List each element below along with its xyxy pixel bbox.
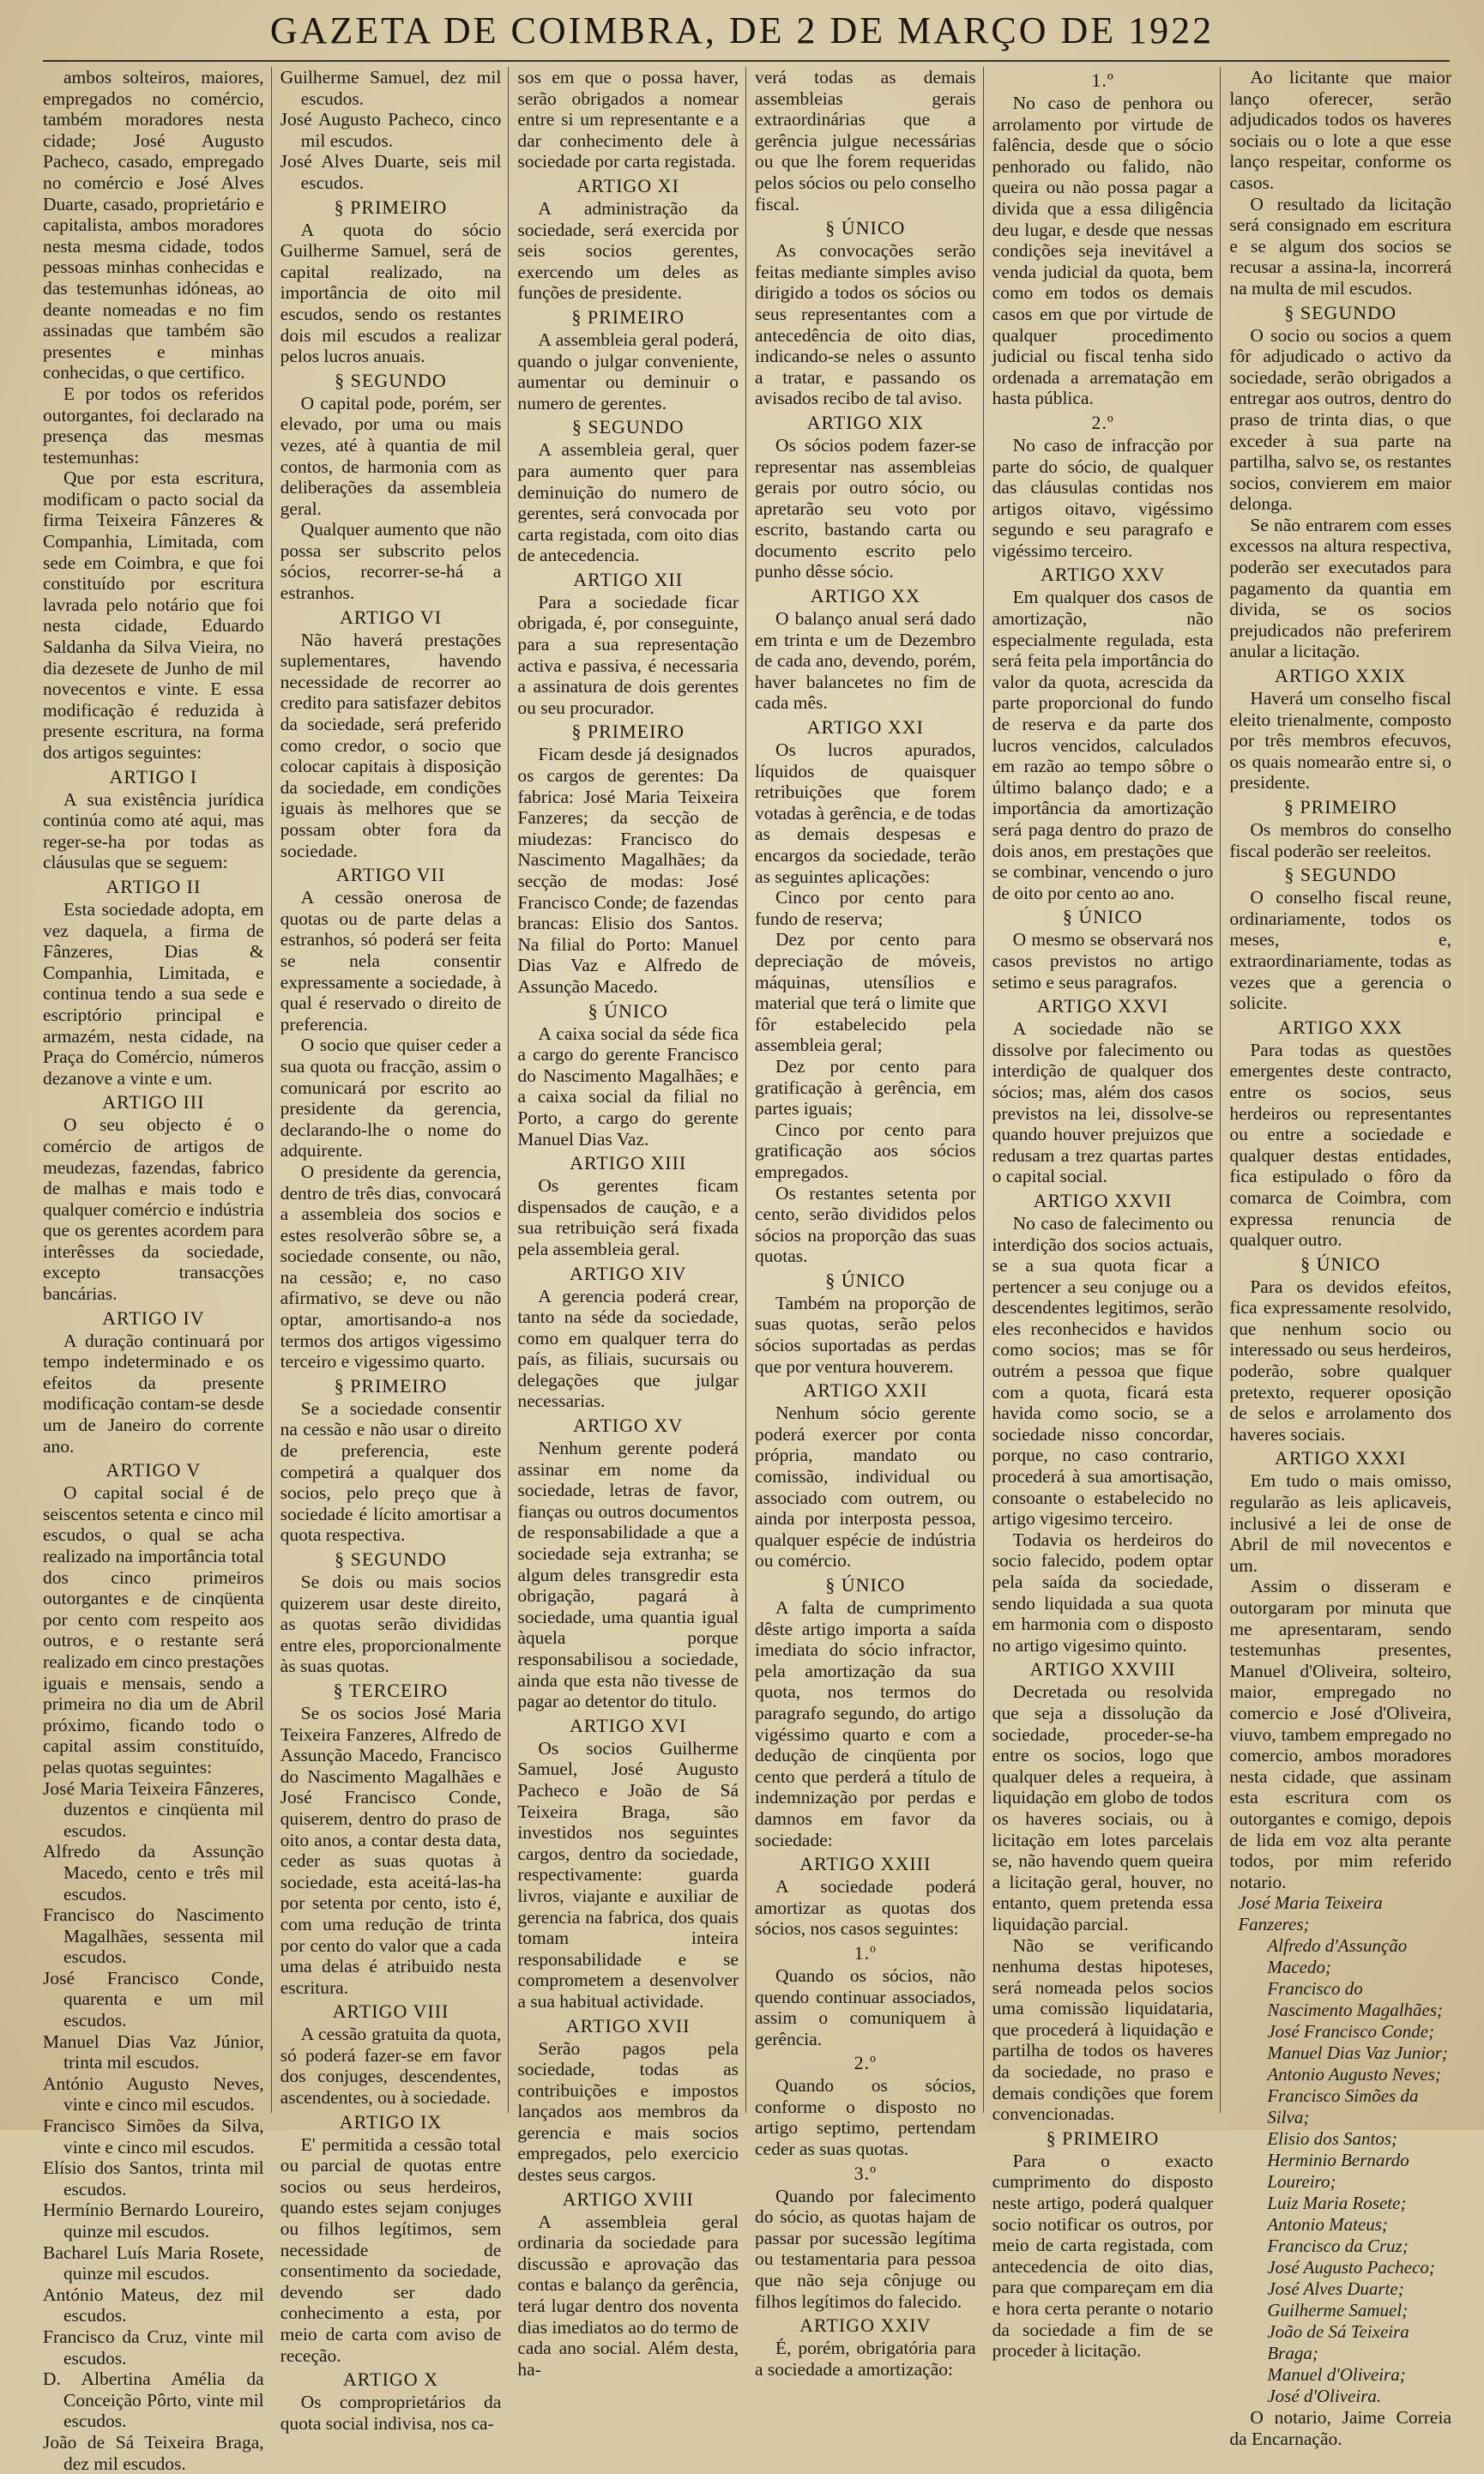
article-heading: ARTIGO XXVI [1036, 995, 1169, 1017]
paragraph: A sua existência jurídica continúa como até aqui, mas reger-se-ha por todas as cláusulas que se seguem: [43, 788, 264, 873]
signature-line: José Francisco Conde; [1267, 2021, 1435, 2043]
paragraph: Os membros do conselho fiscal poderão ser reeleitos. [1229, 819, 1451, 861]
signature-line: Alfredo d'Assunção Macedo; [1267, 1935, 1408, 1978]
signature-line: Manuel d'Oliveira; [1267, 2364, 1406, 2386]
article-heading: ARTIGO XXXI [1275, 1447, 1407, 1469]
article-heading: § PRIMEIRO [571, 305, 685, 328]
article-heading: § PRIMEIRO [334, 1374, 448, 1397]
article-heading: § ÚNICO [588, 999, 668, 1022]
paragraph: A cessão onerosa de quotas ou de parte delas a estranhos, só poderá ser feita se nela consentir expressamente a sociedade, à qual é reservado o direito de preferencia. [280, 887, 502, 1035]
signature-line: João de Sá Teixeira Braga; [1267, 2321, 1409, 2364]
signature-line: José Alves Duarte; [1267, 2278, 1404, 2300]
article-heading: 1.º [1091, 69, 1114, 91]
signature-line: Francisco Simões da Silva; [1267, 2085, 1419, 2128]
article-heading: § SEGUNDO [335, 1548, 447, 1570]
signature-line: Francisco da Cruz; [1267, 2236, 1409, 2257]
paragraph: O presidente da gerencia, dentro de três dias, convocará a assembleia dos socios e estes resolverão sôbre se, a sociedade consente, ou não, na cessão; e, no caso afirmativo, se deve ou não optar, amortisando-a nos termos dos artigos vigessimo terceiro e vigessimo quarto. [280, 1161, 502, 1373]
paragraph: A assembleia geral, quer para aumento quer para deminuição do numero de gerentes, será convocada por carta registada, com oito dias de antecedencia. [517, 439, 739, 566]
signature-line: Antonio Mateus; [1267, 2214, 1388, 2236]
article-heading: ARTIGO III [102, 1091, 205, 1113]
article-heading: § SEGUNDO [335, 369, 447, 391]
article-heading: 3.º [854, 2162, 877, 2184]
paragraph: Quando os sócios, não quendo continuar associados, assim o comuniquem à gerência. [754, 1964, 976, 2049]
article-heading: ARTIGO IV [102, 1306, 205, 1329]
article-heading: ARTIGO X [342, 2368, 439, 2391]
paragraph: Para os devidos efeitos, fica expressamente resolvido, que nenhum socio ou interessado ou seus herdeiros, poderão, sobre qualquer pretexto, requerer oposição de selos e arrolamento dos haveres sociais. [1229, 1276, 1451, 1445]
article-heading: § ÚNICO [1300, 1252, 1381, 1275]
paragraph: A assembleia geral ordinaria da sociedade para discussão e aprovação das contas e balanço da gerência, terá lugar dentro dos noventa dias imediatos ao do termo de cada ano social. Além desta, ha- [517, 2211, 739, 2380]
article-heading: ARTIGO XIV [569, 1262, 687, 1284]
article-heading: ARTIGO XXIV [799, 2314, 932, 2337]
paragraph: A falta de cumprimento dêste artigo importa a saída imediata do sócio infractor, pela amortização da sua quota, nos termos do paragrafo segundo, do artigo vigéssimo quarto e com a dedução de cinqüenta por cento que perderá a título de indemnização por perdas e damnos em favor da sociedade: [754, 1597, 976, 1850]
paragraph: Em tudo o mais omisso, regularão as leis aplicaveis, inclusivé a lei de onse de Abril de mil novecentos e um. [1229, 1470, 1451, 1576]
article-heading: ARTIGO XVII [565, 2014, 691, 2037]
paragraph: Se os socios José Maria Teixeira Fanzeres, Alfredo de Assunção Macedo, Francisco do Nascimento Magalhães e José Francisco Conde, quiserem, dentro do praso de oito anos, a contar desta data, ceder as suas quotas à sociedade, esta aceitá-las-ha por setenta por cento, isto é, com uma redução de trinta por cento do valor que a cada uma delas é atribuido nesta escritura. [280, 1702, 502, 1998]
paragraph: Se a sociedade consentir na cessão e não usar o direito de preferencia, este competirá a qualquer dos socios, pelo preço que à sociedade é lícito amortisar a quota respectiva. [280, 1397, 502, 1546]
article-heading: ARTIGO XXII [803, 1379, 928, 1402]
paragraph: O mesmo se observará nos casos previstos no artigo setimo e seus paragrafos. [992, 929, 1214, 993]
paragraph: Os restantes setenta por cento, serão divididos pelos sócios na proporção das suas quotas. [754, 1182, 976, 1267]
paragraph: Os gerentes ficam dispensados de caução, e a sua retribuição será fixada pela assembleia geral. [517, 1175, 739, 1259]
paragraph: Se não entrarem com esses excessos na altura respectiva, poderão ser executados para pagamento da quantia em divida, se os socios prejudicados não preferirem anular a licitação. [1229, 514, 1451, 662]
article-heading: ARTIGO XIII [570, 1152, 687, 1174]
article-heading: § TERCEIRO [333, 1679, 449, 1701]
article-heading: § SEGUNDO [571, 416, 685, 438]
article-heading: § ÚNICO [1062, 906, 1143, 928]
paragraph: sos em que o possa haver, serão obrigados a nomear entre si um representante e a dar conhecimento dele à sociedade por carta registada. [517, 67, 739, 172]
paragraph: Para a sociedade ficar obrigada, é, por conseguinte, para a sua representação activa e passiva, é necessaria a assinatura de dois gerentes ou seu procurador. [517, 591, 739, 718]
paragraph: Nenhum gerente poderá assinar em nome da sociedade, letras de favor, fianças ou outros documentos de responsabilidade a que a sociedade seja extranha; se algum deles transgredir esta obrigação, pagará à sociedade, uma quantia igual àquela porque responsabilisou a sociedade, ainda que esta não tivesse de pagar ao detentor do titulo. [517, 1438, 739, 1712]
article-heading: ARTIGO XV [573, 1415, 684, 1437]
column-3 [509, 67, 746, 2380]
article-heading: ARTIGO VI [339, 606, 443, 628]
paragraph: No caso de infracção por parte do sócio, de qualquer das cláusulas contidas nos artigos oitavo, vigéssimo segundo e seu paragrafo e vigéssimo terceiro. [992, 434, 1214, 561]
masthead: GAZETA DE COIMBRA, DE 2 DE MARÇO DE 1922 [269, 9, 1215, 51]
paragraph: Os sócios podem fazer-se representar nas assembleias gerais por outro sócio, ou apretarão seu voto por escrito, bastando carta ou documento escrito pelo punho dêsse sócio. [754, 434, 976, 582]
paragraph: Se dois ou mais socios quizerem usar deste direito, as quotas serão divididas entre eles, proporcionalmente às suas quotas. [280, 1572, 502, 1677]
article-heading: 1.º [854, 1941, 877, 1964]
paragraph: Quando por falecimento do sócio, as quotas hajam de passar por sucessão legítima ou testamentaria para pessoa que não seja cônjuge ou filhos legítimos do falecido. [754, 2185, 976, 2312]
quota-list-item: Bacharel Luís Maria Rosete, quinze mil escudos. [43, 2242, 264, 2284]
paragraph: Cinco por cento para fundo de reserva; [754, 887, 976, 929]
article-heading: ARTIGO XVI [569, 1714, 687, 1736]
quota-list-item: José Francisco Conde, quarenta e um mil escudos. [43, 1967, 264, 2031]
quota-list-item: Guilherme Samuel, dez mil escudos. [280, 67, 502, 109]
paragraph: A gerencia poderá crear, tanto na séde da sociedade, como em qualquer terra do país, as filiais, sucursais ou delegações que julgar necessarias. [517, 1285, 739, 1412]
paragraph: Os socios Guilherme Samuel, José Augusto Pacheco e João de Sá Teixeira Braga, são investidos nos seguintes cargos, dentro da sociedade, respectivamente: guarda livros, viajante e auxiliar de gerencia na fabrica, dos quais tomam inteira responsabilidade e se comprometem a desenvolver a sua habitual actividade. [517, 1737, 739, 2012]
paragraph: As convocações serão feitas mediante simples aviso dirigido a todos os sócios ou seus representantes com a antecedência de oito dias, indicando-se neles o assunto a tratar, e passando os avisados recibo de tal aviso. [754, 240, 976, 409]
article-heading: ARTIGO XIX [806, 411, 925, 433]
article-heading: ARTIGO VII [335, 864, 446, 886]
paragraph: Os lucros apurados, líquidos de quaisquer retribuições que forem votadas à gerência, e de todas as demais despesas e encargos da sociedade, terão as seguintes aplicações: [754, 739, 976, 887]
article-heading: ARTIGO IX [339, 2110, 443, 2133]
article-heading: § PRIMEIRO [334, 196, 448, 218]
article-heading: ARTIGO XXX [1278, 1016, 1403, 1038]
article-heading: ARTIGO XXIII [799, 1853, 932, 1875]
quota-list-item: António Augusto Neves, vinte e cinco mil escudos. [43, 2073, 264, 2115]
paragraph: A administração da sociedade, será exercida por seis socios gerentes, exercendo um deles as funções de presidente. [517, 197, 739, 304]
article-heading: 2.º [1091, 411, 1114, 433]
paragraph: Assim o disseram e outorgaram por minuta que me apresentaram, sendo testemunhas presentes, Manuel d'Oliveira, solteiro, maior, empregado no comercio e José d'Oliveira, viuvo, tambem empregado no comercio, ambos moradores nesta cidade, que assinam esta escritura com os outorgantes e comigo, depois de lida em voz alta perante todos, por mim referido notario. [1229, 1576, 1451, 1892]
signature-line: Guilherme Samuel; [1267, 2300, 1409, 2321]
quota-list-item: José Alves Duarte, seis mil escudos. [280, 151, 502, 193]
column-5 [984, 67, 1222, 2362]
quota-list-item: Francisco da Cruz, vinte mil escudos. [43, 2326, 264, 2368]
article-heading: § SEGUNDO [1284, 301, 1397, 323]
article-heading: ARTIGO I [109, 765, 198, 787]
paragraph: Os comproprietários da quota social indivisa, nos ca- [280, 2392, 502, 2434]
signature-line: Herminio Bernardo Loureiro; [1267, 2150, 1409, 2193]
signature-line: José Augusto Pacheco; [1267, 2257, 1435, 2278]
signature-line: Manuel Dias Vaz Junior; [1267, 2043, 1448, 2064]
paragraph: Qualquer aumento que não possa ser subscrito pelos sócios, recorrer-se-há a estranhos. [280, 519, 502, 604]
paragraph: A sociedade poderá amortizar as quotas dos sócios, nos casos seguintes: [754, 1876, 976, 1940]
column-2 [272, 67, 510, 2434]
article-heading: ARTIGO XII [573, 568, 684, 590]
paragraph: Todavia os herdeiros do socio falecido, podem optar pela saída da sociedade, sendo liquidada a sua quota em harmonia com o disposto no artigo vigesimo quinto. [992, 1529, 1214, 1656]
paragraph: O balanço anual será dado em trinta e um de Dezembro de cada ano, devendo, porém, haver balancetes no fim de cada mês. [754, 608, 976, 714]
article-heading: ARTIGO XXVIII [1029, 1658, 1176, 1681]
quota-list-item: João de Sá Teixeira Braga, dez mil escudos. [43, 2431, 264, 2474]
column-1 [34, 67, 272, 2474]
paragraph: A duração continuará por tempo indeterminado e os efeitos da presente modificação contam-se desde um de Janeiro do corrente ano. [43, 1330, 264, 1457]
quota-list-item: Manuel Dias Vaz Júnior, trinta mil escudos. [43, 2030, 264, 2073]
paragraph: A caixa social da séde fica a cargo do gerente Francisco do Nascimento Magalhães; e a caixa social da filial no Porto, a cargo do gerente Manuel Dias Vaz. [517, 1023, 739, 1150]
column-6 [1221, 67, 1458, 2449]
paragraph: Ficam desde já designados os cargos de gerentes: Da fabrica: José Maria Teixeira Fanzeres; da secção de miudezas: Francisco do Nascimento Magalhães; da secção de modas: José Francisco Conde; de fazendas brancas: Elisio dos Santos. Na filial do Porto: Manuel Dias Vaz e Alfredo de Assunção Macedo. [517, 744, 739, 997]
paragraph: Não haverá prestações suplementares, havendo necessidade de recorrer ao credito para satisfazer debitos da sociedade, será preferido como credor, o socio que colocar capitais à disposição da sociedade, em condições iguais às melhores que se possam obter fora da sociedade. [280, 629, 502, 861]
quota-list-item: Hermínio Bernardo Loureiro, quinze mil escudos. [43, 2199, 264, 2242]
article-heading: § PRIMEIRO [1283, 796, 1397, 818]
article-heading: § ÚNICO [825, 1574, 906, 1596]
columns-container [34, 67, 1458, 2474]
paragraph: O conselho fiscal reune, ordinariamente, todos os meses, e, extraordinariamente, todas as vezes que a gerencia o solicite. [1229, 887, 1451, 1014]
paragraph: A cessão gratuita da quota, só poderá fazer-se em favor dos conjuges, descendentes, ascendentes, ou à sociedade. [280, 2024, 502, 2109]
article-heading: ARTIGO XXIX [1275, 665, 1407, 687]
paragraph: E por todos os referidos outorgantes, foi declarado na presença das mesmas testemunhas: [43, 383, 264, 468]
article-heading: ARTIGO XXVII [1033, 1189, 1173, 1211]
article-heading: ARTIGO XI [576, 174, 679, 196]
paragraph: E' permitida a cessão total ou parcial de quotas entre socios ou seus herdeiros, quando estes sejam conjuges ou filhos legítimos, sem necessidade de consentimento da sociedade, devendo ser dado conhecimento a esta, por meio de carta com aviso de receção. [280, 2133, 502, 2366]
article-heading: ARTIGO XXI [806, 716, 925, 739]
paragraph: Dez por cento para depreciação de móveis, máquinas, utensílios e material que terá o limite que fôr estabelecido pela assembleia geral; [754, 929, 976, 1056]
paragraph: Para o exacto cumprimento do disposto neste artigo, poderá qualquer socio notificar os outros, por meio de carta registada, com antecedencia de oito dias, para que compareçam em dia e hora certa perante o notario da sociedade a fim de se proceder à licitação. [992, 2150, 1214, 2362]
paragraph: Decretada ou resolvida que seja a dissolução da sociedade, proceder-se-ha entre os socios, logo que qualquer deles a requeira, à liquidação em globo de todos os haveres sociais, ou à licitação em lotes parcelais se, não havendo quem queira a licitação geral, houver, no entanto, quem pretenda essa liquidação parcial. [992, 1681, 1214, 1934]
paragraph: O socio ou socios a quem fôr adjudicado o activo da sociedade, serão obrigados a entregar aos outros, dentro do praso de trinta dias, o que exceder à sua parte na partilha, salvo se, os restantes socios, convierem em maior delonga. [1229, 324, 1451, 515]
paragraph: Não se verificando nenhuma destas hipoteses, será nomeada pelos socios uma comissão liquidataria, que procederá à liquidação e partilha de todos os haveres da sociedade, no praso e demais condições que forem convencionadas. [992, 1934, 1214, 2125]
quota-list-item: José Augusto Pacheco, cinco mil escudos. [280, 109, 502, 151]
article-heading: ARTIGO XVIII [562, 2187, 694, 2210]
quota-list-item: José Maria Teixeira Fânzeres, duzentos e cinqüenta mil escudos. [43, 1777, 264, 1841]
paragraph: O socio que quiser ceder a sua quota ou fracção, assim o comunicará por escrito ao presidente da gerencia, declarando-lhe o nome do adquirente. [280, 1035, 502, 1162]
signature-line: Luiz Maria Rosete; [1267, 2193, 1407, 2214]
paragraph: Nenhum sócio gerente poderá exercer por conta própria, mandato ou comissão, individual ou associado com outrem, ou ainda por interposta pessoa, qualquer espécie de indústria ou comércio. [754, 1403, 976, 1572]
paragraph: Dez por cento para gratificação à gerência, em partes iguais; [754, 1055, 976, 1119]
paragraph: ambos solteiros, maiores, empregados no comércio, também moradores nesta cidade; José Augusto Pacheco, casado, empregado no comércio e José Alves Duarte, casado, proprietário e capitalista, ambos moradores nesta mesma cidade, todos pessoas minhas conhecidas e das testemunhas idóneas, ao deante nomeadas e no fim assinadas que também são presentes e minhas conhecidas, o que certifico. [43, 67, 264, 383]
paragraph: Cinco por cento para gratificação aos sócios empregados. [754, 1119, 976, 1182]
quota-list-item: D. Albertina Amélia da Conceição Pôrto, vinte mil escudos. [43, 2368, 264, 2432]
paragraph: A quota do sócio Guilherme Samuel, será de capital realizado, na importância de oito mil escudos, sendo os restantes dois mil escudos a realizar pelos lucros anuais. [280, 219, 502, 367]
article-heading: ARTIGO V [106, 1459, 202, 1481]
article-heading: § ÚNICO [825, 1269, 906, 1291]
article-heading: ARTIGO II [106, 875, 202, 897]
paragraph: O seu objecto é o comércio de artigos de meudezas, fazendas, fabrico de malhas e mais todo e qualquer comércio e indústria que os gerentes acordem para interêsses da sociedade, excepto transacções bancárias. [43, 1114, 264, 1305]
paragraph: O capital social é de seiscentos setenta e cinco mil escudos, o qual se acha realizado na importância total dos cinco primeiros outorgantes e de cinqüenta por cento com respeito aos outros, e o restante será realizado em cinco prestações iguais e mensais, sendo a primeira no dia um de Abril próximo, ficando todo o capital assim constituído, pelas quotas seguintes: [43, 1482, 264, 1777]
article-heading: ARTIGO XXV [1041, 564, 1165, 586]
article-heading: ARTIGO VIII [332, 2000, 449, 2023]
paragraph: Quando os sócios, conforme o disposto no artigo septimo, pertendam ceder as suas quotas. [754, 2075, 976, 2160]
paragraph: No caso de falecimento ou interdição dos socios actuais, se a sua quota ficar a pertencer a seu conjuge ou a descendentes legitimos, serão eles reconhecidos e havidos como socios; mas se fôr outrém a pessoa que fique com a quota, ficará esta havida como socio, se a sociedade nisso concordar, porque, no caso contrario, procederá à sua amortisação, consoante o estabelecido no artigo vigesimo terceiro. [992, 1212, 1214, 1530]
paragraph: verá todas as demais assembleias gerais extraordinárias que a gerência julgue necessárias ou que lhe forem requeridas pelos sócios ou pelo conselho fiscal. [754, 67, 976, 214]
paragraph: Também na proporção de suas quotas, serão pelos sócios suportadas as perdas que por ventura houverem. [754, 1292, 976, 1377]
signature-line: Francisco do Nascimento Magalhães; [1267, 1978, 1444, 2021]
paragraph: Ao licitante que maior lanço oferecer, serão adjudicados todos os haveres sociais ou o lote a que esse lanço respeitar, conforme os casos. [1229, 67, 1451, 193]
article-heading: § SEGUNDO [1284, 864, 1397, 886]
quota-list-item: Alfredo da Assunção Macedo, cento e três mil escudos. [43, 1841, 264, 1904]
paragraph: A sociedade não se dissolve por falecimento ou interdição de qualquer dos sócios; mas, além dos casos previstos na lei, dissolve-se quando houver prejuizos que redusam a trez quartas partes o capital social. [992, 1018, 1214, 1187]
signature-line: José d'Oliveira. [1267, 2386, 1382, 2407]
paragraph: O capital pode, porém, ser elevado, por uma ou mais vezes, até à quantia de mil contos, de harmonia com as deliberações da assembleia geral. [280, 392, 502, 519]
paragraph: Esta sociedade adopta, em vez daquela, a firma de Fânzeres, Dias & Companhia, Limitada, e continua tendo a sua sede e escriptório principal e armazém, nesta cidade, na Praça do Comércio, números dezanove a vinte e um. [43, 898, 264, 1089]
signature-line: Elisio dos Santos; [1267, 2128, 1398, 2150]
column-4 [746, 67, 984, 2380]
paragraph: No caso de penhora ou arrolamento por virtude de falência, desde que o sócio penhorado ou falido, não queira ou não possa pagar a divida que a essa diligência deu lugar, e desde que nessas condições seja inevitável a venda judicial da quota, bem como em todos os demais casos em que por virtude de qualquer procedimento judicial ou fiscal tenha sido ordenada a arrematação em hasta pública. [992, 93, 1214, 409]
paragraph: Em qualquer dos casos de amortização, não especialmente regulada, esta será feita pela importância do valor da quota, acrescida da parte proporcional do fundo de reserva e da parte dos lucros vencidos, calculados em razão ao tempo sôbre o último balanço dado; e a importância da amortização será paga dentro do prazo de dois anos, em prestações que se combinar, vencendo o juro de oito por cento ao ano. [992, 587, 1214, 903]
article-heading: 2.º [854, 2052, 877, 2074]
signature-line: José Maria Teixeira Fanzeres; [1238, 1892, 1383, 1935]
article-heading: § PRIMEIRO [571, 721, 685, 743]
paragraph: Haverá um conselho fiscal eleito trienalmente, composto por três membros efecuvos, os quais nomearão entre si, o presidente. [1229, 688, 1451, 793]
article-heading: § ÚNICO [825, 217, 906, 239]
paragraph: O resultado da licitação será consignado em escritura e se algum dos socios se recusar a assina-la, incorrerá na multa de mil escudos. [1229, 193, 1451, 299]
paragraph: A assembleia geral poderá, quando o julgar conveniente, aumentar ou deminuir o numero de gerentes. [517, 329, 739, 413]
paragraph: Serão pagos pela sociedade, todas as contribuições e impostos lançados aos membros da gerencia e mais socios empregados, pelo exercicio destes seus cargos. [517, 2037, 739, 2186]
paragraph: Que por esta escritura, modificam o pacto social da firma Teixeira Fânzeres & Companhia, Limitada, com sede em Coimbra, e que foi constituído por escritura lavrada pelo notário que foi nesta cidade, Eduardo Saldanha da Silva Vieira, no dia dezesete de Junho de mil novecentos e vinte. E essa modificação é reduzida à presente escritura, na forma dos artigos seguintes: [43, 468, 264, 763]
paragraph: O notario, Jaime Correia da Encarnação. [1229, 2407, 1451, 2449]
article-heading: ARTIGO XX [810, 585, 920, 607]
quota-list-item: António Mateus, dez mil escudos. [43, 2284, 264, 2326]
paragraph: Para todas as questões emergentes deste contracto, entre os socios, seus herdeiros ou representantes ou entre a sociedade e qualquer destas entidades, fica estipulado o fôro da comarca de Coimbra, com expressa renuncia de qualquer outro. [1229, 1039, 1451, 1251]
quota-list-item: Francisco Simões da Silva, vinte e cinco mil escudos. [43, 2115, 264, 2157]
article-heading: § PRIMEIRO [1046, 2127, 1160, 2149]
masthead-rule [43, 60, 1450, 62]
paragraph: É, porém, obrigatória para a sociedade a amortização: [754, 2338, 976, 2380]
quota-list-item: Francisco do Nascimento Magalhães, sessenta mil escudos. [43, 1904, 264, 1968]
quota-list-item: Elísio dos Santos, trinta mil escudos. [43, 2157, 264, 2199]
signature-line: Antonio Augusto Neves; [1267, 2064, 1441, 2085]
